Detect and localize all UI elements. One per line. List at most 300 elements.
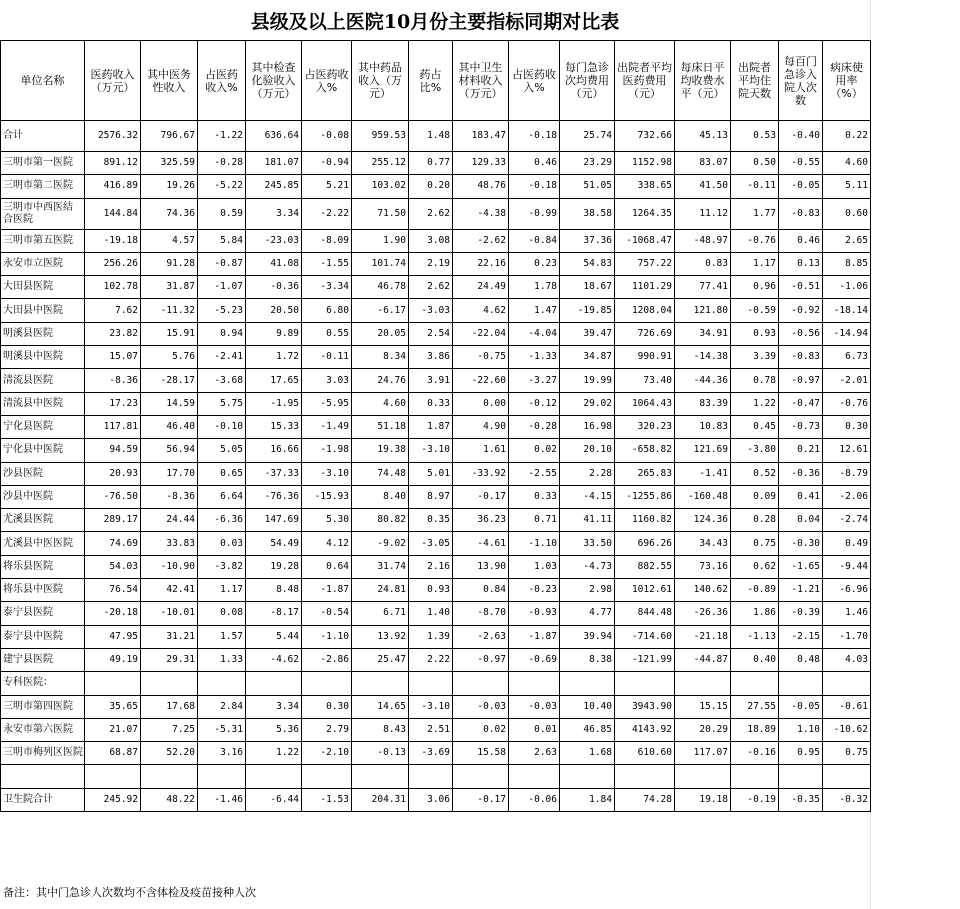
empty-cell[interactable] (246, 765, 302, 788)
value-cell[interactable]: -2.55 (509, 462, 560, 485)
value-cell[interactable]: -0.17 (453, 485, 509, 508)
value-cell[interactable]: 41.11 (560, 509, 615, 532)
value-cell[interactable]: -0.93 (509, 602, 560, 625)
value-cell[interactable]: -1.53 (302, 788, 352, 811)
value-cell[interactable]: 77.41 (675, 276, 731, 299)
value-cell[interactable]: 1264.35 (615, 198, 675, 229)
value-cell[interactable]: -0.61 (823, 695, 871, 718)
value-cell[interactable]: -11.32 (141, 299, 198, 322)
value-cell[interactable]: -20.18 (85, 602, 141, 625)
unit-name-cell[interactable]: 卫生院合计 (1, 788, 85, 811)
value-cell[interactable]: 0.23 (509, 252, 560, 275)
value-cell[interactable]: 18.89 (731, 718, 779, 741)
value-cell[interactable]: 0.49 (823, 532, 871, 555)
value-cell[interactable]: 52.20 (141, 742, 198, 765)
value-cell[interactable]: 15.15 (675, 695, 731, 718)
value-cell[interactable]: 1.33 (198, 648, 246, 671)
value-cell[interactable]: 4.03 (823, 648, 871, 671)
value-cell[interactable]: -160.48 (675, 485, 731, 508)
value-cell[interactable]: 0.02 (453, 718, 509, 741)
value-cell[interactable]: 117.07 (675, 742, 731, 765)
value-cell[interactable]: 46.85 (560, 718, 615, 741)
value-cell[interactable]: 0.93 (409, 579, 453, 602)
value-cell[interactable]: -0.40 (779, 121, 823, 152)
value-cell[interactable]: -0.18 (509, 121, 560, 152)
value-cell[interactable]: -8.36 (85, 369, 141, 392)
unit-name-cell[interactable]: 沙县医院 (1, 462, 85, 485)
empty-cell[interactable] (141, 672, 198, 695)
empty-cell[interactable] (141, 765, 198, 788)
value-cell[interactable]: -2.10 (302, 742, 352, 765)
value-cell[interactable]: 4.90 (453, 415, 509, 438)
value-cell[interactable]: 36.23 (453, 509, 509, 532)
value-cell[interactable]: -2.22 (302, 198, 352, 229)
unit-name-cell[interactable]: 永安市立医院 (1, 252, 85, 275)
value-cell[interactable]: 20.10 (560, 439, 615, 462)
value-cell[interactable]: 959.53 (352, 121, 409, 152)
value-cell[interactable]: 255.12 (352, 152, 409, 175)
column-header[interactable]: 占医药收入% (198, 41, 246, 121)
value-cell[interactable]: 48.22 (141, 788, 198, 811)
empty-cell[interactable] (560, 765, 615, 788)
value-cell[interactable]: -0.10 (198, 415, 246, 438)
value-cell[interactable]: -5.95 (302, 392, 352, 415)
value-cell[interactable]: 2.16 (409, 555, 453, 578)
value-cell[interactable]: -3.34 (302, 276, 352, 299)
value-cell[interactable]: 74.28 (615, 788, 675, 811)
value-cell[interactable]: -2.15 (779, 625, 823, 648)
value-cell[interactable]: 37.36 (560, 229, 615, 252)
value-cell[interactable]: 1.10 (779, 718, 823, 741)
value-cell[interactable]: 101.74 (352, 252, 409, 275)
value-cell[interactable]: 83.07 (675, 152, 731, 175)
value-cell[interactable]: 71.50 (352, 198, 409, 229)
value-cell[interactable]: 39.47 (560, 322, 615, 345)
value-cell[interactable]: 3.86 (409, 346, 453, 369)
value-cell[interactable]: -8.79 (823, 462, 871, 485)
value-cell[interactable]: 416.89 (85, 175, 141, 198)
unit-name-cell[interactable]: 将乐县医院 (1, 555, 85, 578)
value-cell[interactable]: -1.22 (198, 121, 246, 152)
value-cell[interactable]: -0.73 (779, 415, 823, 438)
empty-cell[interactable] (779, 765, 823, 788)
value-cell[interactable]: -3.27 (509, 369, 560, 392)
value-cell[interactable]: 8.34 (352, 346, 409, 369)
value-cell[interactable]: -48.97 (675, 229, 731, 252)
value-cell[interactable]: 891.12 (85, 152, 141, 175)
value-cell[interactable]: -3.69 (409, 742, 453, 765)
column-header[interactable]: 每床日平均收费水平（元） (675, 41, 731, 121)
value-cell[interactable]: 47.95 (85, 625, 141, 648)
value-cell[interactable]: 5.76 (141, 346, 198, 369)
unit-name-cell[interactable]: 大田县中医院 (1, 299, 85, 322)
value-cell[interactable]: 54.49 (246, 532, 302, 555)
column-header[interactable]: 占医药收入% (509, 41, 560, 121)
value-cell[interactable]: 732.66 (615, 121, 675, 152)
value-cell[interactable]: -0.05 (779, 175, 823, 198)
value-cell[interactable]: -1.41 (675, 462, 731, 485)
value-cell[interactable]: -23.03 (246, 229, 302, 252)
value-cell[interactable]: -1.65 (779, 555, 823, 578)
value-cell[interactable]: 19.28 (246, 555, 302, 578)
value-cell[interactable]: 0.22 (823, 121, 871, 152)
value-cell[interactable]: 23.82 (85, 322, 141, 345)
value-cell[interactable]: 0.62 (731, 555, 779, 578)
value-cell[interactable]: 20.50 (246, 299, 302, 322)
value-cell[interactable]: 610.60 (615, 742, 675, 765)
value-cell[interactable]: -0.11 (731, 175, 779, 198)
value-cell[interactable]: 757.22 (615, 252, 675, 275)
value-cell[interactable]: 0.04 (779, 509, 823, 532)
value-cell[interactable]: 2.98 (560, 579, 615, 602)
value-cell[interactable]: 5.21 (302, 175, 352, 198)
value-cell[interactable]: 33.50 (560, 532, 615, 555)
value-cell[interactable]: 27.55 (731, 695, 779, 718)
empty-cell[interactable] (453, 672, 509, 695)
value-cell[interactable]: 204.31 (352, 788, 409, 811)
value-cell[interactable]: 0.45 (731, 415, 779, 438)
empty-cell[interactable] (731, 765, 779, 788)
value-cell[interactable]: 0.46 (509, 152, 560, 175)
value-cell[interactable]: -3.05 (409, 532, 453, 555)
value-cell[interactable]: -6.36 (198, 509, 246, 532)
column-header[interactable]: 医药收入（万元） (85, 41, 141, 121)
value-cell[interactable]: -0.59 (731, 299, 779, 322)
unit-name-cell[interactable]: 三明市第四医院 (1, 695, 85, 718)
value-cell[interactable]: -1.10 (302, 625, 352, 648)
value-cell[interactable]: 121.69 (675, 439, 731, 462)
value-cell[interactable]: 42.41 (141, 579, 198, 602)
value-cell[interactable]: 3.34 (246, 695, 302, 718)
value-cell[interactable]: -19.85 (560, 299, 615, 322)
value-cell[interactable]: -19.18 (85, 229, 141, 252)
empty-cell[interactable] (85, 672, 141, 695)
empty-cell[interactable] (560, 672, 615, 695)
unit-name-cell[interactable]: 合计 (1, 121, 85, 152)
value-cell[interactable]: 0.03 (198, 532, 246, 555)
value-cell[interactable]: 10.83 (675, 415, 731, 438)
value-cell[interactable]: 51.18 (352, 415, 409, 438)
value-cell[interactable]: -1068.47 (615, 229, 675, 252)
value-cell[interactable]: 129.33 (453, 152, 509, 175)
value-cell[interactable]: 1.17 (198, 579, 246, 602)
value-cell[interactable]: -18.14 (823, 299, 871, 322)
value-cell[interactable]: 94.59 (85, 439, 141, 462)
value-cell[interactable]: 1012.61 (615, 579, 675, 602)
value-cell[interactable]: -0.39 (779, 602, 823, 625)
value-cell[interactable]: 990.91 (615, 346, 675, 369)
value-cell[interactable]: -658.82 (615, 439, 675, 462)
value-cell[interactable]: 6.80 (302, 299, 352, 322)
value-cell[interactable]: -1.95 (246, 392, 302, 415)
value-cell[interactable]: -28.17 (141, 369, 198, 392)
value-cell[interactable]: 33.83 (141, 532, 198, 555)
value-cell[interactable]: 20.93 (85, 462, 141, 485)
value-cell[interactable]: 5.75 (198, 392, 246, 415)
value-cell[interactable]: -15.93 (302, 485, 352, 508)
value-cell[interactable]: -0.23 (509, 579, 560, 602)
unit-name-cell[interactable]: 三明市梅列区医院 (1, 742, 85, 765)
value-cell[interactable]: 1160.82 (615, 509, 675, 532)
empty-cell[interactable] (823, 765, 871, 788)
value-cell[interactable]: 5.01 (409, 462, 453, 485)
value-cell[interactable]: 3.91 (409, 369, 453, 392)
value-cell[interactable]: -1.10 (509, 532, 560, 555)
value-cell[interactable]: -0.69 (509, 648, 560, 671)
value-cell[interactable]: -14.94 (823, 322, 871, 345)
value-cell[interactable]: -0.30 (779, 532, 823, 555)
value-cell[interactable]: 636.64 (246, 121, 302, 152)
value-cell[interactable]: -0.99 (509, 198, 560, 229)
value-cell[interactable]: -0.87 (198, 252, 246, 275)
value-cell[interactable]: 4.60 (352, 392, 409, 415)
value-cell[interactable]: 2.62 (409, 198, 453, 229)
value-cell[interactable]: -0.55 (779, 152, 823, 175)
value-cell[interactable]: 1.77 (731, 198, 779, 229)
value-cell[interactable]: -1.70 (823, 625, 871, 648)
value-cell[interactable]: 1.57 (198, 625, 246, 648)
value-cell[interactable]: -1.98 (302, 439, 352, 462)
value-cell[interactable]: -10.90 (141, 555, 198, 578)
value-cell[interactable]: 76.54 (85, 579, 141, 602)
value-cell[interactable]: 0.77 (409, 152, 453, 175)
value-cell[interactable]: 0.94 (198, 322, 246, 345)
empty-cell[interactable] (198, 765, 246, 788)
value-cell[interactable]: -3.80 (731, 439, 779, 462)
value-cell[interactable]: -0.97 (453, 648, 509, 671)
value-cell[interactable]: 1.17 (731, 252, 779, 275)
value-cell[interactable]: 7.25 (141, 718, 198, 741)
value-cell[interactable]: 1.39 (409, 625, 453, 648)
column-header[interactable]: 占医药收入% (302, 41, 352, 121)
value-cell[interactable]: 17.23 (85, 392, 141, 415)
value-cell[interactable]: -26.36 (675, 602, 731, 625)
value-cell[interactable]: -0.05 (779, 695, 823, 718)
value-cell[interactable]: 1.40 (409, 602, 453, 625)
value-cell[interactable]: 0.96 (731, 276, 779, 299)
value-cell[interactable]: 35.65 (85, 695, 141, 718)
value-cell[interactable]: -0.76 (823, 392, 871, 415)
value-cell[interactable]: -0.76 (731, 229, 779, 252)
empty-cell[interactable] (615, 765, 675, 788)
value-cell[interactable]: 3.06 (409, 788, 453, 811)
value-cell[interactable]: 0.55 (302, 322, 352, 345)
value-cell[interactable]: 38.58 (560, 198, 615, 229)
value-cell[interactable]: 73.16 (675, 555, 731, 578)
value-cell[interactable]: 15.58 (453, 742, 509, 765)
empty-cell[interactable] (675, 672, 731, 695)
value-cell[interactable]: 83.39 (675, 392, 731, 415)
value-cell[interactable]: 103.02 (352, 175, 409, 198)
value-cell[interactable]: 56.94 (141, 439, 198, 462)
value-cell[interactable]: 2.19 (409, 252, 453, 275)
value-cell[interactable]: -1.87 (302, 579, 352, 602)
value-cell[interactable]: 140.62 (675, 579, 731, 602)
value-cell[interactable]: -5.22 (198, 175, 246, 198)
value-cell[interactable]: -0.51 (779, 276, 823, 299)
value-cell[interactable]: 20.29 (675, 718, 731, 741)
value-cell[interactable]: 0.59 (198, 198, 246, 229)
value-cell[interactable]: 0.52 (731, 462, 779, 485)
value-cell[interactable]: 3943.90 (615, 695, 675, 718)
value-cell[interactable]: 289.17 (85, 509, 141, 532)
value-cell[interactable]: -0.94 (302, 152, 352, 175)
value-cell[interactable]: 0.28 (731, 509, 779, 532)
value-cell[interactable]: -22.60 (453, 369, 509, 392)
value-cell[interactable]: 29.02 (560, 392, 615, 415)
value-cell[interactable]: -1.07 (198, 276, 246, 299)
unit-name-cell[interactable]: 尤溪县中医医院 (1, 532, 85, 555)
value-cell[interactable]: -3.03 (409, 299, 453, 322)
value-cell[interactable]: 726.69 (615, 322, 675, 345)
value-cell[interactable]: -0.32 (823, 788, 871, 811)
unit-name-cell[interactable]: 宁化县医院 (1, 415, 85, 438)
value-cell[interactable]: 0.35 (409, 509, 453, 532)
value-cell[interactable]: -0.56 (779, 322, 823, 345)
value-cell[interactable]: 183.47 (453, 121, 509, 152)
value-cell[interactable]: -0.16 (731, 742, 779, 765)
value-cell[interactable]: 265.83 (615, 462, 675, 485)
value-cell[interactable]: 24.76 (352, 369, 409, 392)
empty-cell[interactable] (352, 765, 409, 788)
value-cell[interactable]: -0.19 (731, 788, 779, 811)
value-cell[interactable]: -0.36 (246, 276, 302, 299)
value-cell[interactable]: 45.13 (675, 121, 731, 152)
value-cell[interactable]: 4.77 (560, 602, 615, 625)
value-cell[interactable]: 0.02 (509, 439, 560, 462)
value-cell[interactable]: 0.09 (731, 485, 779, 508)
value-cell[interactable]: 48.76 (453, 175, 509, 198)
value-cell[interactable]: -9.02 (352, 532, 409, 555)
unit-name-cell[interactable]: 泰宁县中医院 (1, 625, 85, 648)
column-header[interactable]: 每门急诊次均费用（元） (560, 41, 615, 121)
value-cell[interactable]: 0.08 (198, 602, 246, 625)
unit-name-cell[interactable]: 明溪县医院 (1, 322, 85, 345)
value-cell[interactable]: 0.00 (453, 392, 509, 415)
value-cell[interactable]: -4.73 (560, 555, 615, 578)
value-cell[interactable]: 5.44 (246, 625, 302, 648)
value-cell[interactable]: -0.35 (779, 788, 823, 811)
value-cell[interactable]: -8.17 (246, 602, 302, 625)
value-cell[interactable]: 0.40 (731, 648, 779, 671)
value-cell[interactable]: -3.82 (198, 555, 246, 578)
empty-cell[interactable] (675, 765, 731, 788)
value-cell[interactable]: 696.26 (615, 532, 675, 555)
value-cell[interactable]: 0.50 (731, 152, 779, 175)
value-cell[interactable]: 0.60 (823, 198, 871, 229)
value-cell[interactable]: -9.44 (823, 555, 871, 578)
value-cell[interactable]: 325.59 (141, 152, 198, 175)
value-cell[interactable]: 2.63 (509, 742, 560, 765)
value-cell[interactable]: -0.28 (198, 152, 246, 175)
value-cell[interactable]: -0.03 (509, 695, 560, 718)
value-cell[interactable]: -8.36 (141, 485, 198, 508)
empty-cell[interactable] (731, 672, 779, 695)
value-cell[interactable]: 14.59 (141, 392, 198, 415)
value-cell[interactable]: 0.64 (302, 555, 352, 578)
column-header[interactable]: 出院者平均医药费用（元） (615, 41, 675, 121)
value-cell[interactable]: 1208.04 (615, 299, 675, 322)
value-cell[interactable]: 320.23 (615, 415, 675, 438)
value-cell[interactable]: -2.74 (823, 509, 871, 532)
value-cell[interactable]: 34.43 (675, 532, 731, 555)
value-cell[interactable]: 34.91 (675, 322, 731, 345)
value-cell[interactable]: 41.50 (675, 175, 731, 198)
value-cell[interactable]: -10.62 (823, 718, 871, 741)
column-header[interactable]: 药占比% (409, 41, 453, 121)
empty-cell[interactable] (302, 672, 352, 695)
value-cell[interactable]: 0.30 (823, 415, 871, 438)
value-cell[interactable]: 39.94 (560, 625, 615, 648)
unit-name-cell[interactable]: 清流县医院 (1, 369, 85, 392)
unit-name-cell[interactable]: 大田县医院 (1, 276, 85, 299)
value-cell[interactable]: -3.68 (198, 369, 246, 392)
value-cell[interactable]: -0.84 (509, 229, 560, 252)
unit-name-cell[interactable]: 永安市第六医院 (1, 718, 85, 741)
value-cell[interactable]: 3.39 (731, 346, 779, 369)
value-cell[interactable]: -0.13 (352, 742, 409, 765)
unit-name-cell[interactable]: 尤溪县医院 (1, 509, 85, 532)
value-cell[interactable]: 1.84 (560, 788, 615, 811)
value-cell[interactable]: -22.04 (453, 322, 509, 345)
value-cell[interactable]: 16.66 (246, 439, 302, 462)
value-cell[interactable]: -21.18 (675, 625, 731, 648)
value-cell[interactable]: -6.96 (823, 579, 871, 602)
value-cell[interactable]: -3.10 (409, 695, 453, 718)
value-cell[interactable]: 0.71 (509, 509, 560, 532)
unit-name-cell[interactable]: 宁化县中医院 (1, 439, 85, 462)
value-cell[interactable]: 5.30 (302, 509, 352, 532)
value-cell[interactable]: -10.01 (141, 602, 198, 625)
empty-cell[interactable] (453, 765, 509, 788)
value-cell[interactable]: 2.28 (560, 462, 615, 485)
column-header[interactable]: 出院者平均住院天数 (731, 41, 779, 121)
value-cell[interactable]: -8.09 (302, 229, 352, 252)
value-cell[interactable]: 796.67 (141, 121, 198, 152)
value-cell[interactable]: 0.13 (779, 252, 823, 275)
value-cell[interactable]: 102.78 (85, 276, 141, 299)
value-cell[interactable]: 15.33 (246, 415, 302, 438)
value-cell[interactable]: 0.30 (302, 695, 352, 718)
value-cell[interactable]: -1255.86 (615, 485, 675, 508)
value-cell[interactable]: -0.06 (509, 788, 560, 811)
value-cell[interactable]: 1.72 (246, 346, 302, 369)
value-cell[interactable]: -4.62 (246, 648, 302, 671)
value-cell[interactable]: 17.70 (141, 462, 198, 485)
value-cell[interactable]: 181.07 (246, 152, 302, 175)
value-cell[interactable]: 12.61 (823, 439, 871, 462)
value-cell[interactable]: 24.49 (453, 276, 509, 299)
empty-cell[interactable] (246, 672, 302, 695)
value-cell[interactable]: 54.83 (560, 252, 615, 275)
unit-name-cell[interactable]: 三明市第二医院 (1, 175, 85, 198)
value-cell[interactable]: 2.54 (409, 322, 453, 345)
value-cell[interactable]: 1.78 (509, 276, 560, 299)
value-cell[interactable]: -2.63 (453, 625, 509, 648)
value-cell[interactable]: 0.01 (509, 718, 560, 741)
value-cell[interactable]: 256.26 (85, 252, 141, 275)
value-cell[interactable]: 1.87 (409, 415, 453, 438)
value-cell[interactable]: -0.18 (509, 175, 560, 198)
value-cell[interactable]: 74.48 (352, 462, 409, 485)
value-cell[interactable]: -0.83 (779, 346, 823, 369)
value-cell[interactable]: -2.86 (302, 648, 352, 671)
value-cell[interactable]: -5.23 (198, 299, 246, 322)
value-cell[interactable]: -1.33 (509, 346, 560, 369)
value-cell[interactable]: 8.97 (409, 485, 453, 508)
value-cell[interactable]: -1.46 (198, 788, 246, 811)
value-cell[interactable]: 20.05 (352, 322, 409, 345)
